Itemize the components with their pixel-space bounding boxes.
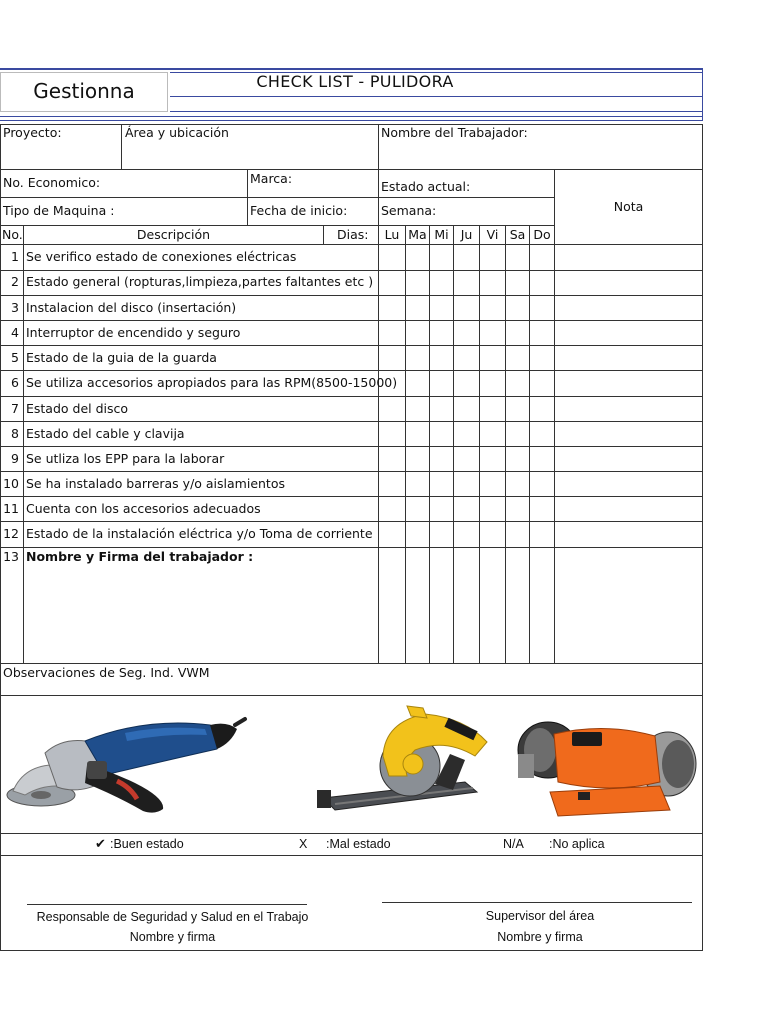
row-description: Se ha instalado barreras y/o aislamientos (26, 476, 285, 491)
legend-x-text: :Mal estado (326, 837, 391, 851)
row-number: 6 (11, 375, 19, 390)
row-number: 12 (3, 526, 19, 541)
day-header-mi: Mi (434, 227, 449, 242)
label-fecha-inicio: Fecha de inicio: (250, 203, 348, 218)
day-header-ma: Ma (408, 227, 427, 242)
row-description-signature: Nombre y Firma del trabajador : (26, 549, 254, 564)
row-description: Se verifico estado de conexiones eléctricas (26, 249, 297, 264)
row-description: Estado del disco (26, 401, 129, 416)
row-description: Se utiliza accesorios apropiados para las RPM(8500-15000) (26, 375, 398, 390)
signature-left-title: Responsable de Seguridad y Salud en el Trabajo (36, 910, 309, 924)
row-number: 10 (3, 476, 19, 491)
row-number: 4 (11, 325, 19, 340)
signature-right-title: Supervisor del área (485, 909, 595, 923)
col-header-no: No. (2, 227, 23, 242)
day-header-ju: Ju (460, 227, 473, 242)
label-nombre-trabajador: Nombre del Trabajador: (381, 125, 528, 140)
observaciones-label: Observaciones de Seg. Ind. VWM (3, 665, 210, 680)
label-semana: Semana: (381, 203, 437, 218)
label-marca: Marca: (250, 171, 293, 186)
bench-grinder-image (510, 712, 700, 822)
signature-line-left (27, 904, 307, 905)
row-number: 9 (11, 451, 19, 466)
col-header-descripcion: Descripción (136, 227, 211, 242)
row-number: 2 (11, 274, 19, 289)
legend-na-symbol: N/A (503, 837, 524, 851)
legend-check-text: :Buen estado (110, 837, 184, 851)
row-description: Cuenta con los accesorios adecuados (26, 501, 261, 516)
day-header-vi: Vi (486, 227, 499, 242)
row-number: 8 (11, 426, 19, 441)
label-area: Área y ubicación (125, 125, 229, 140)
day-header-do: Do (533, 227, 551, 242)
legend-na-text: :No aplica (549, 837, 605, 851)
row-number: 1 (11, 249, 19, 264)
label-proyecto: Proyecto: (3, 125, 62, 140)
row-description: Interruptor de encendido y seguro (26, 325, 241, 340)
label-estado-actual: Estado actual: (381, 179, 471, 194)
row-description: Estado del cable y clavija (26, 426, 185, 441)
legend-check-icon: ✔ (95, 837, 106, 852)
col-header-dias: Dias: (337, 227, 369, 242)
chop-saw-image (315, 704, 495, 816)
day-header-sa: Sa (509, 227, 526, 242)
row-description: Estado de la instalación eléctrica y/o Toma de corriente (26, 526, 373, 541)
angle-grinder-image (5, 703, 250, 818)
logo-text: Gestionna (33, 79, 135, 103)
day-header-lu: Lu (384, 227, 400, 242)
signature-left-sub: Nombre y firma (129, 930, 216, 944)
page-title: CHECK LIST - PULIDORA (256, 72, 454, 91)
legend-x-symbol: X (299, 837, 308, 851)
row-number: 3 (11, 300, 19, 315)
row-number: 7 (11, 401, 19, 416)
row-description: Se utliza los EPP para la laborar (26, 451, 225, 466)
row-number: 13 (3, 549, 19, 564)
label-tipo-maquina: Tipo de Maquina : (3, 203, 115, 218)
row-description: Estado de la guia de la guarda (26, 350, 217, 365)
row-description: Instalacion del disco (insertación) (26, 300, 237, 315)
label-no-economico: No. Economico: (3, 175, 101, 190)
row-description: Estado general (ropturas,limpieza,partes faltantes etc ) (26, 274, 374, 289)
signature-right-sub: Nombre y firma (497, 930, 583, 944)
label-nota: Nota (613, 199, 644, 214)
signature-line-right (382, 902, 692, 903)
row-number: 11 (3, 501, 19, 516)
row-number: 5 (11, 350, 19, 365)
